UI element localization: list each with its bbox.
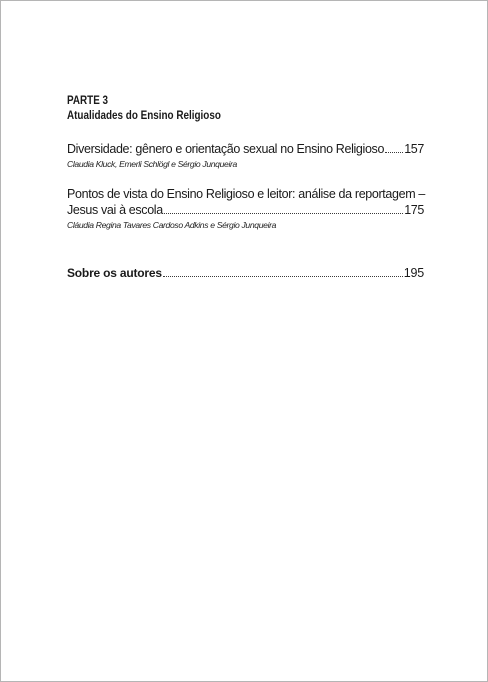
toc-entry-line: [67, 186, 424, 202]
toc-entry: [67, 186, 424, 231]
toc-entry-page-number: 175: [404, 203, 424, 217]
toc-entry-line: [67, 202, 424, 218]
toc-entry-page-number: 157: [404, 142, 424, 156]
dot-leader: [163, 276, 403, 277]
dot-leader: [385, 152, 403, 153]
part-label: PARTE 3: [67, 95, 109, 107]
toc-entry-title: Diversidade: gênero e orientação sexual no Ensino Religioso: [67, 142, 385, 156]
toc-entry-title: Sobre os autores: [67, 266, 162, 280]
part-title: Atualidades do Ensino Religioso: [67, 110, 221, 122]
toc-entry-authors: Claudia Kluck, Emerli Schlögl e Sérgio Junqueira: [67, 159, 237, 169]
part-heading: [67, 94, 221, 124]
toc-entry-title-continued: Jesus vai à escola: [67, 203, 163, 217]
toc-entry-line: [67, 265, 424, 281]
toc-entry-page-number: 195: [403, 266, 424, 280]
toc-entry-line: [67, 141, 424, 157]
toc-entry-about-authors: [67, 265, 424, 281]
dot-leader: [164, 213, 403, 214]
toc-entry: [67, 141, 424, 170]
toc-entry-title: Pontos de vista do Ensino Religioso e leitor: análise da reportagem –: [67, 187, 426, 201]
toc-entry-authors: Cláudia Regina Tavares Cardoso Adkins e Sérgio Junqueira: [67, 220, 277, 230]
